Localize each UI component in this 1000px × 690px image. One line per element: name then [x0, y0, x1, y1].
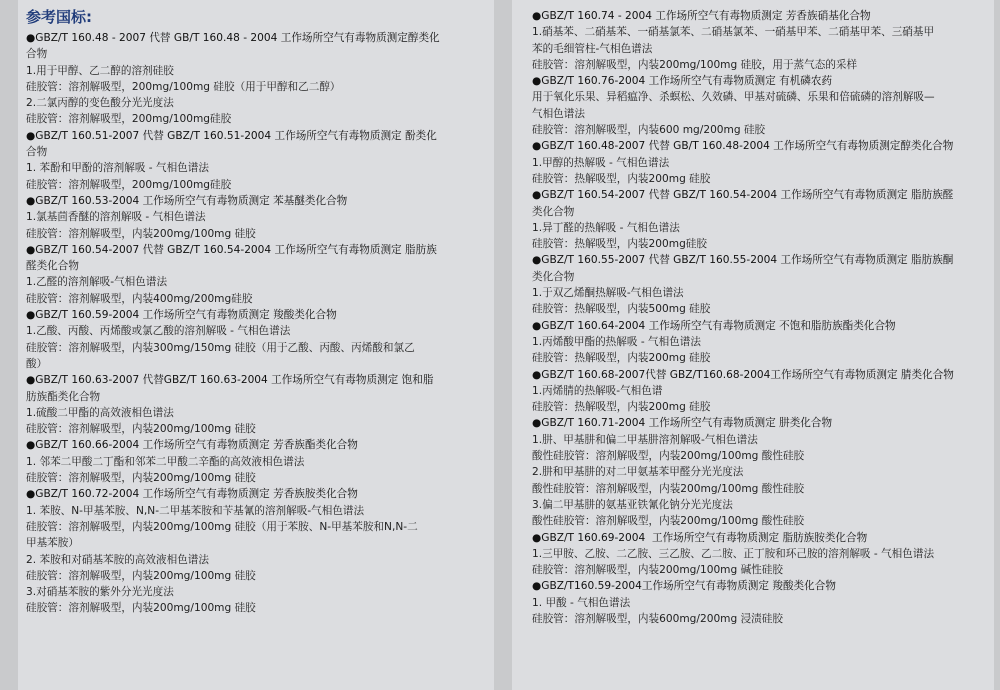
standard-heading-line: ●GBZ/T 160.48 - 2007 代替 GB/T 160.48 - 2004 工作场所空气有毒物质测定醇类化 [26, 32, 440, 44]
section-title: 参考国标: [26, 8, 92, 26]
text-line: 1. 苯胺、N-甲基苯胺、N,N-二甲基苯胺和苄基氰的溶剂解吸-气相色谱法 [26, 504, 365, 517]
right-panel [512, 0, 994, 690]
text-line: 3.偏二甲基肼的氨基亚铁氰化钠分光光度法 [532, 498, 733, 511]
standard-heading-line: ●GBZ/T 160.68-2007代替 GBZ/T160.68-2004工作场所空气有毒物质测定 腈类化合物 [532, 368, 954, 381]
text-line: 1. 苯酚和甲酚的溶剂解吸 - 气相色谱法 [26, 162, 209, 175]
text-line: 合物 [26, 48, 48, 61]
text-line: 1.硝基苯、二硝基苯、一硝基氯苯、二硝基氯苯、一硝基甲苯、二硝基甲苯、三硝基甲 [532, 26, 935, 39]
text-line: 1.肼、甲基肼和偏二甲基肼溶剂解吸-气相色谱法 [532, 433, 758, 446]
standard-heading-line: ●GBZ/T 160.76-2004 工作场所空气有毒物质测定 有机磷农药 [532, 75, 833, 88]
text-line: 合物 [26, 146, 48, 159]
text-line: 硅胶管：热解吸型，内装500mg 硅胶 [532, 303, 711, 316]
text-line: 酸性硅胶管：溶剂解吸型，内装200mg/100mg 酸性硅胶 [532, 450, 805, 463]
text-line: 硅胶管：溶剂解吸型，内装200mg/100mg 硅胶（用于苯胺、N-甲基苯胺和N,N-二 [26, 520, 418, 533]
text-line: 2. 苯胺和对硝基苯胺的高效液相色谱法 [26, 553, 209, 566]
text-line: 硅胶管：溶剂解吸型，200mg/100mg 硅胶（用于甲醇和乙二醇） [26, 80, 341, 93]
standard-heading-line: ●GBZ/T 160.72-2004 工作场所空气有毒物质测定 芳香族胺类化合物 [26, 488, 358, 501]
text-line: 硅胶管：溶剂解吸型，内装600 mg/200mg 硅胶 [532, 124, 766, 137]
text-line: 类化合物 [532, 270, 575, 283]
standard-heading-line: ●GBZ/T 160.63-2007 代替GBZ/T 160.63-2004 工作场所空气有毒物质测定 饱和脂 [26, 374, 434, 387]
text-line: 1. 邻苯二甲酸二丁酯和邻苯二甲酸二辛酯的高效液相色谱法 [26, 455, 305, 468]
text-line: 甲基苯胺） [26, 537, 79, 550]
standard-heading-line: ●GBZ/T 160.54-2007 代替 GBZ/T 160.54-2004 工作场所空气有毒物质测定 脂肪族醛 [532, 189, 954, 202]
standard-heading-line: ●GBZ/T 160.55-2007 代替 GBZ/T 160.55-2004 工作场所空气有毒物质测定 脂肪族酮 [532, 254, 954, 267]
text-line: 肪族酯类化合物 [26, 390, 101, 403]
text-line: 3.对硝基苯胺的紫外分光光度法 [26, 586, 174, 599]
standard-heading-line: ●GBZ/T 160.59-2004 工作场所空气有毒物质测定 羧酸类化合物 [26, 309, 337, 322]
text-line: 硅胶管：热解吸型，内装200mg 硅胶 [532, 172, 711, 185]
text-line: 硅胶管：溶剂解吸型，内装200mg/100mg 硅胶，用于蒸气态的采样 [532, 58, 858, 71]
text-line: 1.异丁醛的热解吸 - 气相色谱法 [532, 221, 680, 234]
text-line: 1.硫酸二甲酯的高效液相色谱法 [26, 406, 174, 419]
standard-heading-line: ●GBZ/T 160.74 - 2004 工作场所空气有毒物质测定 芳香族硝基化合物 [532, 10, 871, 22]
text-line: 苯的毛细管柱-气相色谱法 [532, 42, 653, 55]
text-line: 1.丙烯酸甲酯的热解吸 - 气相色谱法 [532, 335, 701, 348]
text-line: 2.肼和甲基肼的对二甲氨基苯甲醛分光光度法 [532, 466, 744, 479]
text-line: 硅胶管：溶剂解吸型，内装600mg/200mg 浸渍硅胶 [532, 612, 783, 625]
text-line: 气相色谱法 [532, 107, 585, 120]
text-line: 酸） [26, 357, 48, 370]
text-line: 1.氯基茴香醚的溶剂解吸 - 气相色谱法 [26, 211, 206, 224]
text-line: 硅胶管：溶剂解吸型，内装300mg/150mg 硅胶（用于乙酸、丙酸、丙烯酸和氯乙 [26, 341, 415, 354]
text-line: 硅胶管：溶剂解吸型，内装200mg/100mg 硅胶 [26, 423, 256, 436]
text-line: 硅胶管：溶剂解吸型，内装200mg/100mg 硅胶 [26, 569, 256, 582]
text-line: 用于氧化乐果、异稻瘟净、杀螟松、久效磷、甲基对硫磷、乐果和倍硫磷的溶剂解吸— [532, 91, 935, 104]
text-line: 硅胶管：溶剂解吸型，内装200mg/100mg 硅胶 [26, 472, 256, 485]
text-line: 类化合物 [532, 205, 575, 218]
standard-heading-line: ●GBZ/T 160.71-2004 工作场所空气有毒物质测定 肼类化合物 [532, 417, 833, 430]
text-line: 硅胶管：热解吸型，内装200mg 硅胶 [532, 401, 711, 414]
text-line: 硅胶管：热解吸型，内装200mg硅胶 [532, 238, 707, 251]
left-text-block [26, 30, 486, 617]
standard-heading-line: ●GBZ/T 160.48-2007 代替 GB/T 160.48-2004 工作场所空气有毒物质测定醇类化合物 [532, 140, 954, 153]
left-panel [18, 0, 494, 690]
text-line: 硅胶管：溶剂解吸型，内装200mg/100mg 硅胶 [26, 227, 256, 240]
text-line: 酸性硅胶管：溶剂解吸型，内装200mg/100mg 酸性硅胶 [532, 515, 805, 528]
standard-heading-line: ●GBZ/T 160.64-2004 工作场所空气有毒物质测定 不饱和脂肪族酯类化合物 [532, 319, 896, 332]
text-line: 1. 甲酸 - 气相色谱法 [532, 596, 631, 609]
text-line: 硅胶管：溶剂解吸型，内装200mg/100mg 碱性硅胶 [532, 564, 783, 577]
text-line: 醛类化合物 [26, 260, 79, 273]
text-line: 酸性硅胶管：溶剂解吸型，内装200mg/100mg 酸性硅胶 [532, 482, 805, 495]
text-line: 1.乙酸、丙酸、丙烯酸或氯乙酸的溶剂解吸 - 气相色谱法 [26, 325, 291, 338]
text-line: 硅胶管：溶剂解吸型，内装400mg/200mg硅胶 [26, 292, 253, 305]
text-line: 硅胶管：热解吸型，内装200mg 硅胶 [532, 352, 711, 365]
right-text-block [532, 8, 988, 627]
standard-heading-line: ●GBZ/T 160.69-2004 工作场所空气有毒物质测定 脂肪族胺类化合物 [532, 531, 868, 544]
standard-heading-line: ●GBZ/T 160.53-2004 工作场所空气有毒物质测定 苯基醚类化合物 [26, 194, 348, 207]
standard-heading-line: ●GBZ/T160.59-2004工作场所空气有毒物质测定 羧酸类化合物 [532, 580, 836, 593]
text-line: 硅胶管：溶剂解吸型，200mg/100mg硅胶 [26, 178, 232, 191]
text-line: 1.丙烯腈的热解吸-气相色谱 [532, 384, 663, 397]
text-line: 2.二氯丙醇的变色酸分光光度法 [26, 97, 174, 110]
standard-heading-line: ●GBZ/T 160.54-2007 代替 GBZ/T 160.54-2004 工作场所空气有毒物质测定 脂肪族 [26, 243, 437, 256]
text-line: 1.甲醇的热解吸 - 气相色谱法 [532, 156, 670, 169]
standard-heading-line: ●GBZ/T 160.66-2004 工作场所空气有毒物质测定 芳香族酯类化合物 [26, 439, 358, 452]
text-line: 1.用于甲醇、乙二醇的溶剂硅胶 [26, 64, 174, 77]
text-line: 1.乙醛的溶剂解吸-气相色谱法 [26, 276, 168, 289]
text-line: 1.于双乙烯酮热解吸-气相色谱法 [532, 287, 684, 300]
text-line: 1.三甲胺、乙胺、二乙胺、三乙胺、乙二胺、正丁胺和环己胺的溶剂解吸 - 气相色谱法 [532, 547, 935, 560]
standard-heading-line: ●GBZ/T 160.51-2007 代替 GBZ/T 160.51-2004 工作场所空气有毒物质测定 酚类化 [26, 129, 437, 142]
text-line: 硅胶管：溶剂解吸型，200mg/100mg硅胶 [26, 113, 232, 126]
text-line: 硅胶管：溶剂解吸型，内装200mg/100mg 硅胶 [26, 602, 256, 615]
